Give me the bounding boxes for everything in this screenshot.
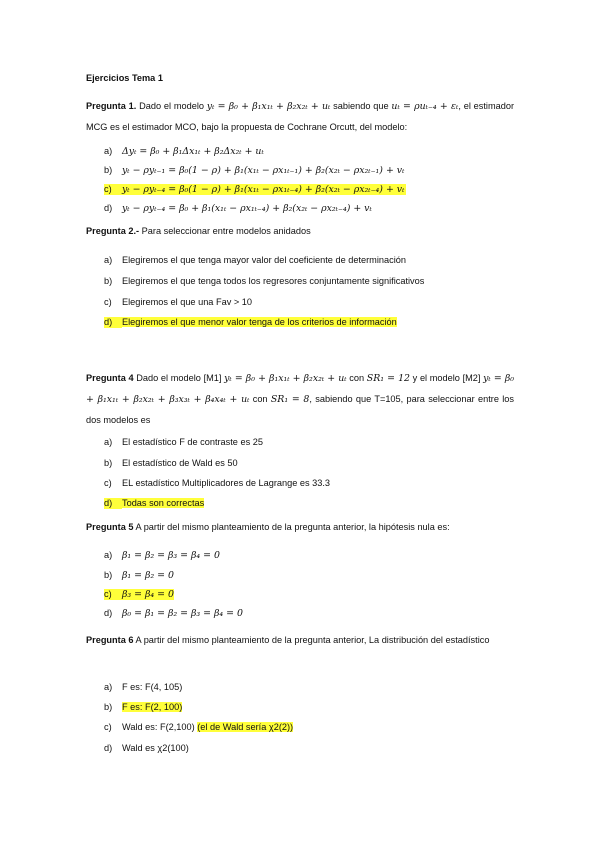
wald-note-highlighted: (el de Wald sería χ2(2)) xyxy=(197,722,294,732)
question-5-heading: Pregunta 5 xyxy=(86,522,134,532)
q4-option-a[interactable] xyxy=(104,437,263,448)
question-2-heading: Pregunta 2.- xyxy=(86,226,140,236)
question-1-text-b: sabiendo que xyxy=(330,101,392,111)
q1-option-c-highlighted[interactable] xyxy=(104,184,406,195)
question-4-sr1: SR₁ = 12 xyxy=(366,373,410,384)
option-text: Elegiremos el que tenga mayor valor del coeficiente de determinación xyxy=(122,255,406,265)
option-label: a) xyxy=(104,146,113,156)
q5-option-b[interactable] xyxy=(104,570,174,581)
option-text: El estadístico de Wald es 50 xyxy=(122,458,238,468)
option-text: Todas son correctas xyxy=(122,498,205,508)
q5-option-c-highlighted[interactable] xyxy=(104,589,174,600)
option-text: Wald es χ2(100) xyxy=(122,743,189,753)
question-6-statement xyxy=(86,630,514,650)
question-4-text-a: Dado el modelo [M1] xyxy=(133,373,225,383)
q5-option-a[interactable] xyxy=(104,550,220,561)
option-text: Elegiremos el que una Fav > 10 xyxy=(122,297,252,307)
q6-option-b-highlighted[interactable] xyxy=(104,702,182,713)
option-label: b) xyxy=(104,702,113,712)
option-text: β₁ = β₂ = 0 xyxy=(122,570,174,581)
option-label: d) xyxy=(104,498,122,509)
q1-option-a[interactable] xyxy=(104,146,264,157)
option-label: d) xyxy=(104,743,113,753)
option-label: a) xyxy=(104,437,113,447)
q1-option-d[interactable] xyxy=(104,203,372,214)
question-4-statement xyxy=(86,368,514,430)
option-text: F es: F(2, 100) xyxy=(122,702,183,712)
option-text: yₜ − ρyₜ₋₄ = β₀(1 − ρ) + β₁(x₁ₜ − ρx₁ₜ₋₄) + β₂(x₂ₜ − ρx₂ₜ₋₄) + vₜ xyxy=(122,184,405,195)
option-text: yₜ − ρyₜ₋₁ = β₀(1 − ρ) + β₁(x₁ₜ − ρx₁ₜ₋₁) + β₂(x₂ₜ − ρx₂ₜ₋₁) + vₜ xyxy=(122,165,405,176)
question-1-model: yₜ = β₀ + β₁x₁ₜ + β₂x₂ₜ + uₜ xyxy=(206,101,331,112)
option-text: β₃ = β₄ = 0 xyxy=(122,589,174,600)
question-5-statement xyxy=(86,522,450,533)
q2-option-c[interactable] xyxy=(104,297,252,308)
q4-option-c[interactable] xyxy=(104,478,330,489)
question-1-heading: Pregunta 1. xyxy=(86,101,137,111)
q5-option-d[interactable] xyxy=(104,608,243,619)
question-6-heading: Pregunta 6 xyxy=(86,635,134,645)
option-label: c) xyxy=(104,722,112,732)
question-4-text-c: y el modelo [M2] xyxy=(410,373,484,383)
question-1-assumption: uₜ = ρuₜ₋₄ + εₜ xyxy=(391,101,459,112)
q1-option-b[interactable] xyxy=(104,165,404,176)
option-label: b) xyxy=(104,165,113,175)
option-label: d) xyxy=(104,203,113,213)
option-text: F es: F(4, 105) xyxy=(122,682,183,692)
question-2-text: Para seleccionar entre modelos anidados xyxy=(139,226,311,236)
option-label: b) xyxy=(104,276,113,286)
q4-option-b[interactable] xyxy=(104,458,238,469)
q6-option-d[interactable] xyxy=(104,743,189,754)
question-4-sr2: SR₁ = 8 xyxy=(270,394,310,405)
question-4-text-b: con xyxy=(346,373,367,383)
option-label: c) xyxy=(104,297,112,307)
option-label: b) xyxy=(104,570,113,580)
question-4-heading: Pregunta 4 xyxy=(86,373,134,383)
q2-option-d-highlighted[interactable] xyxy=(104,317,397,328)
q6-option-a[interactable] xyxy=(104,682,182,693)
option-label: c) xyxy=(104,184,112,194)
question-2-statement xyxy=(86,226,311,237)
option-text: Δyₜ = β₀ + β₁Δx₁ₜ + β₂Δx₂ₜ + uₜ xyxy=(122,146,264,157)
option-text: β₁ = β₂ = β₃ = β₄ = 0 xyxy=(122,550,220,561)
option-label: c) xyxy=(104,589,122,600)
option-label: a) xyxy=(104,255,113,265)
question-5-text: A partir del mismo planteamiento de la pregunta anterior, la hipótesis nula es: xyxy=(133,522,450,532)
q2-option-b[interactable] xyxy=(104,276,424,287)
option-text: Elegiremos el que tenga todos los regresores conjuntamente significativos xyxy=(122,276,425,286)
option-text: EL estadístico Multiplicadores de Lagrange es 33.3 xyxy=(122,478,331,488)
document-title: Ejercicios Tema 1 xyxy=(86,73,163,83)
option-text: Elegiremos el que menor valor tenga de los criterios de información xyxy=(122,317,397,327)
option-text: Wald es: F(2,100) xyxy=(122,722,198,732)
question-4-text-d: con xyxy=(249,394,271,404)
option-text: β₀ = β₁ = β₂ = β₃ = β₄ = 0 xyxy=(122,608,243,619)
q6-option-c[interactable] xyxy=(104,722,293,733)
option-label: d) xyxy=(104,317,122,328)
option-text: yₜ − ρyₜ₋₄ = β₀ + β₁(x₁ₜ − ρx₁ₜ₋₄) + β₂(x₂ₜ − ρx₂ₜ₋₄) + vₜ xyxy=(122,203,372,214)
question-1-text-c: , el estimador MCG es el estimador MCO, bajo la propuesta de Cochrane Orcutt, del modelo: xyxy=(86,101,515,132)
question-4-text-e: , sabiendo que T=105, para seleccionar entre los dos modelos es xyxy=(86,394,514,425)
option-text: El estadístico F de contraste es 25 xyxy=(122,437,263,447)
q4-option-d-highlighted[interactable] xyxy=(104,498,204,509)
q2-option-a[interactable] xyxy=(104,255,406,266)
question-4-model-m2: yₜ = β₀ + β₁x₁ₜ + β₂x₂ₜ + β₃x₃ₜ + β₄x₄ₜ + uₜ xyxy=(86,373,514,405)
option-label: c) xyxy=(104,478,112,488)
option-label: d) xyxy=(104,608,113,618)
question-1-text-a: Dado el modelo xyxy=(136,101,207,111)
option-label: b) xyxy=(104,458,113,468)
question-6-text: A partir del mismo planteamiento de la pregunta anterior, La distribución del estadístico xyxy=(133,635,490,645)
question-4-model-m1: yₜ = β₀ + β₁x₁ₜ + β₂x₂ₜ + uₜ xyxy=(224,373,347,384)
question-1-statement xyxy=(86,96,514,137)
option-label: a) xyxy=(104,682,113,692)
option-label: a) xyxy=(104,550,113,560)
